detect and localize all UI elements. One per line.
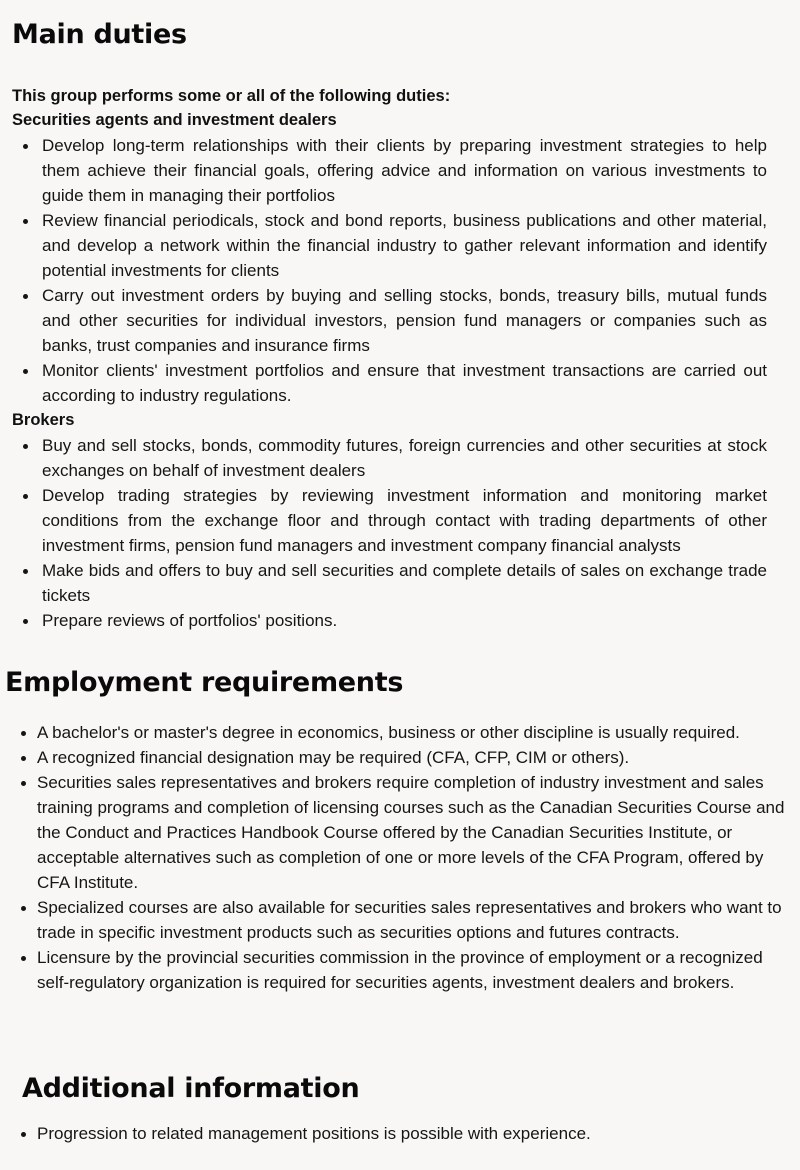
list-item-text: Buy and sell stocks, bonds, commodity futures, foreign currencies and other securities at stock exchanges on behalf of investment dealers [42,436,767,480]
list-item-text: Licensure by the provincial securities commission in the province of employment or a recognized self-regulatory organization is required for securities agents, investment dealers and brokers. [37,948,763,992]
bullet-icon [21,731,26,736]
bullet-icon [21,1132,26,1137]
list-item [42,483,767,558]
bullet-icon [21,906,26,911]
bullet-icon [21,756,26,761]
list-item [37,1121,794,1146]
brokers-duties-list [42,433,767,633]
list-item [42,433,767,483]
bullet-icon [21,956,26,961]
list-item-text: Make bids and offers to buy and sell securities and complete details of sales on exchange trade tickets [42,561,767,605]
list-item [42,133,767,208]
list-item-text: Prepare reviews of portfolios' positions. [42,611,338,630]
list-item [42,608,767,633]
list-item [42,558,767,608]
list-item-text: Review financial periodicals, stock and bond reports, business publications and other material, and develop a network within the financial industry to gather relevant information and identify potential investments for clients [42,211,767,280]
list-item [37,770,794,895]
duties-intro: This group performs some or all of the following duties: [12,87,451,105]
bullet-icon [23,444,28,449]
list-item-text: A recognized financial designation may be required (CFA, CFP, CIM or others). [37,748,630,767]
bullet-icon [23,144,28,149]
bullet-icon [23,369,28,374]
subgroup-label-brokers: Brokers [12,411,75,429]
list-item [37,945,794,995]
list-item-text: Progression to related management positions is possible with experience. [37,1124,591,1143]
bullet-icon [23,619,28,624]
list-item [37,745,794,770]
list-item-text: Securities sales representatives and brokers require completion of industry investment and sales training programs and completion of licensing courses such as the Canadian Securities Course and the Conduct and Practices Handbook Course offered by the Canadian Securities Institute, or acceptable alternatives such as completion of one or more levels of the CFA Program, offered by CFA Institute. [37,773,785,892]
bullet-icon [23,494,28,499]
list-item-text: Develop trading strategies by reviewing investment information and monitoring market conditions from the exchange floor and through contact with trading departments of other investment firms, pension fund managers and investment company financial analysts [42,486,767,555]
securities-agents-duties-list [42,133,767,408]
list-item [37,720,794,745]
bullet-icon [21,781,26,786]
list-item [42,283,767,358]
list-item-text: Develop long-term relationships with their clients by preparing investment strategies to help them achieve their financial goals, offering advice and information on various investments to guide them in managing their portfolios [42,136,767,205]
main-duties-heading: Main duties [12,19,187,50]
list-item [42,358,767,408]
list-item-text: A bachelor's or master's degree in economics, business or other discipline is usually required. [37,723,740,742]
employment-requirements-list [37,720,794,995]
bullet-icon [23,219,28,224]
list-item-text: Carry out investment orders by buying and selling stocks, bonds, treasury bills, mutual funds and other securities for individual investors, pension fund managers or companies such as banks, trust companies and insurance firms [42,286,767,355]
list-item-text: Monitor clients' investment portfolios and ensure that investment transactions are carried out according to industry regulations. [42,361,767,405]
list-item [37,895,794,945]
additional-information-heading: Additional information [22,1073,360,1104]
subgroup-label-securities-agents: Securities agents and investment dealers [12,111,337,129]
bullet-icon [23,569,28,574]
list-item [42,208,767,283]
additional-information-list [37,1121,794,1146]
list-item-text: Specialized courses are also available for securities sales representatives and brokers who want to trade in specific investment products such as securities options and futures contracts. [37,898,782,942]
employment-requirements-heading: Employment requirements [5,667,404,698]
bullet-icon [23,294,28,299]
